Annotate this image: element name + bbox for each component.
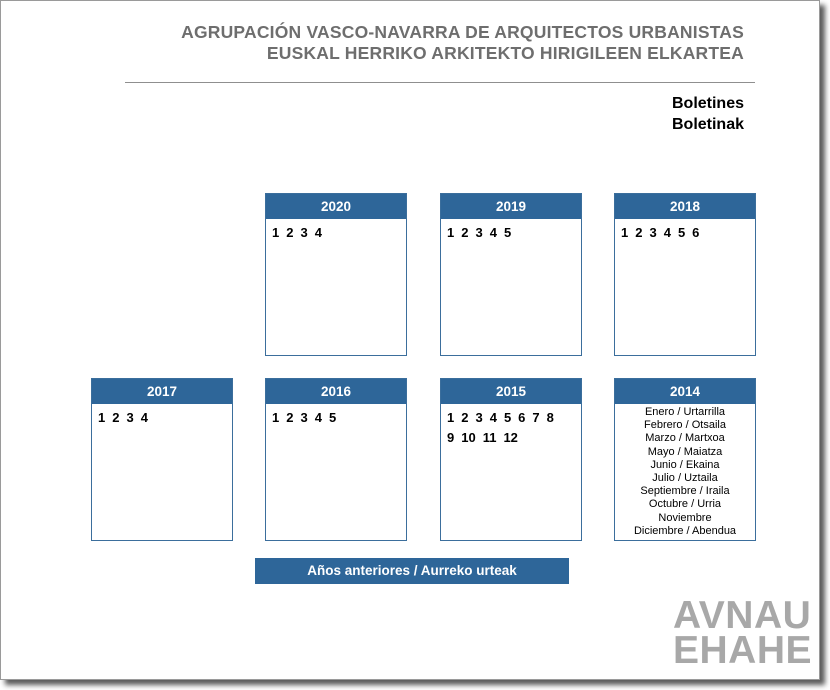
year-card-2016 — [265, 378, 407, 541]
issue-link[interactable]: 3 — [649, 225, 657, 240]
issue-link[interactable]: 2 — [286, 410, 294, 425]
year-card-2017 — [91, 378, 233, 541]
previous-years-button[interactable]: Años anteriores / Aurreko urteak — [255, 558, 569, 584]
year-header: 2020 — [266, 194, 406, 219]
issue-link[interactable]: 2 — [286, 225, 294, 240]
month-link[interactable]: Febrero / Otsaila — [644, 419, 726, 432]
header-divider — [125, 82, 755, 83]
year-header: 2017 — [92, 379, 232, 404]
section-title-eu: Boletinak — [671, 116, 744, 133]
issue-link[interactable]: 1 — [621, 225, 629, 240]
month-list — [621, 406, 749, 538]
logo-line-2: EHAHE — [673, 629, 813, 672]
issue-link[interactable]: 12 — [503, 430, 518, 445]
issue-list — [98, 408, 226, 428]
issue-link[interactable]: 2 — [635, 225, 643, 240]
header-title-eu: EUSKAL HERRIKO ARKITEKTO HIRIGILEEN ELKARTEA — [266, 43, 744, 63]
month-link[interactable]: Marzo / Martxoa — [645, 432, 725, 445]
issue-link[interactable]: 1 — [98, 410, 106, 425]
issue-link[interactable]: 5 — [328, 410, 337, 425]
month-link[interactable]: Octubre / Urria — [648, 498, 722, 511]
year-card-2018 — [614, 193, 756, 356]
issue-link[interactable]: 10 — [461, 430, 476, 445]
year-header: 2019 — [441, 194, 581, 219]
issue-link[interactable]: 4 — [489, 225, 497, 240]
section-title-es: Boletines — [671, 95, 744, 112]
year-card-2014 — [614, 378, 756, 541]
logo-line-1: AVNAU — [673, 594, 812, 637]
issue-link[interactable]: 2 — [112, 410, 120, 425]
issue-link[interactable]: 4 — [314, 225, 322, 240]
issue-link[interactable]: 3 — [300, 410, 308, 425]
issue-link[interactable]: 3 — [475, 225, 483, 240]
year-card-2019 — [440, 193, 582, 356]
month-link[interactable]: Enero / Urtarrilla — [644, 406, 726, 418]
issue-link[interactable]: 4 — [663, 225, 671, 240]
year-header: 2018 — [615, 194, 755, 219]
issue-link[interactable]: 7 — [532, 410, 540, 425]
issue-link[interactable]: 1 — [272, 225, 280, 240]
issue-list — [272, 408, 400, 428]
issue-link[interactable]: 2 — [461, 410, 469, 425]
issue-link[interactable]: 1 — [447, 225, 455, 240]
month-link[interactable]: Junio / Ekaina — [650, 458, 720, 471]
issue-link[interactable]: 5 — [503, 225, 512, 240]
issue-link[interactable]: 2 — [461, 225, 469, 240]
issue-link[interactable]: 4 — [140, 410, 148, 425]
header-title-es: AGRUPACIÓN VASCO-NAVARRA DE ARQUITECTOS URBANISTAS — [181, 22, 744, 42]
issue-link[interactable]: 4 — [489, 410, 497, 425]
issue-link[interactable]: 1 — [447, 410, 455, 425]
year-header: 2016 — [266, 379, 406, 404]
year-header: 2015 — [441, 379, 581, 404]
issue-link[interactable]: 1 — [272, 410, 280, 425]
issue-link[interactable]: 5 — [503, 410, 512, 425]
month-link[interactable]: Julio / Uztaila — [652, 472, 718, 485]
month-link[interactable]: Noviembre — [658, 511, 712, 524]
issue-list — [447, 408, 575, 448]
month-link[interactable]: Mayo / Maiatza — [647, 445, 723, 458]
issue-link[interactable]: 3 — [300, 225, 308, 240]
year-card-2020 — [265, 193, 407, 356]
issue-list — [447, 223, 575, 243]
year-card-2015 — [440, 378, 582, 541]
issue-link[interactable]: 9 — [447, 430, 455, 445]
month-link[interactable]: Septiembre / Iraila — [640, 485, 730, 498]
issue-list — [272, 223, 400, 243]
issue-link[interactable]: 11 — [482, 430, 497, 445]
issue-link[interactable]: 8 — [546, 410, 554, 425]
issue-link[interactable]: 3 — [126, 410, 134, 425]
issue-link[interactable]: 3 — [475, 410, 483, 425]
issue-link[interactable]: 6 — [518, 410, 526, 425]
month-link[interactable]: Diciembre / Abendua — [633, 524, 737, 537]
issue-link[interactable]: 6 — [692, 225, 700, 240]
issue-link[interactable]: 5 — [677, 225, 686, 240]
issue-link[interactable]: 4 — [314, 410, 322, 425]
year-header: 2014 — [615, 379, 755, 404]
issue-list — [621, 223, 749, 243]
